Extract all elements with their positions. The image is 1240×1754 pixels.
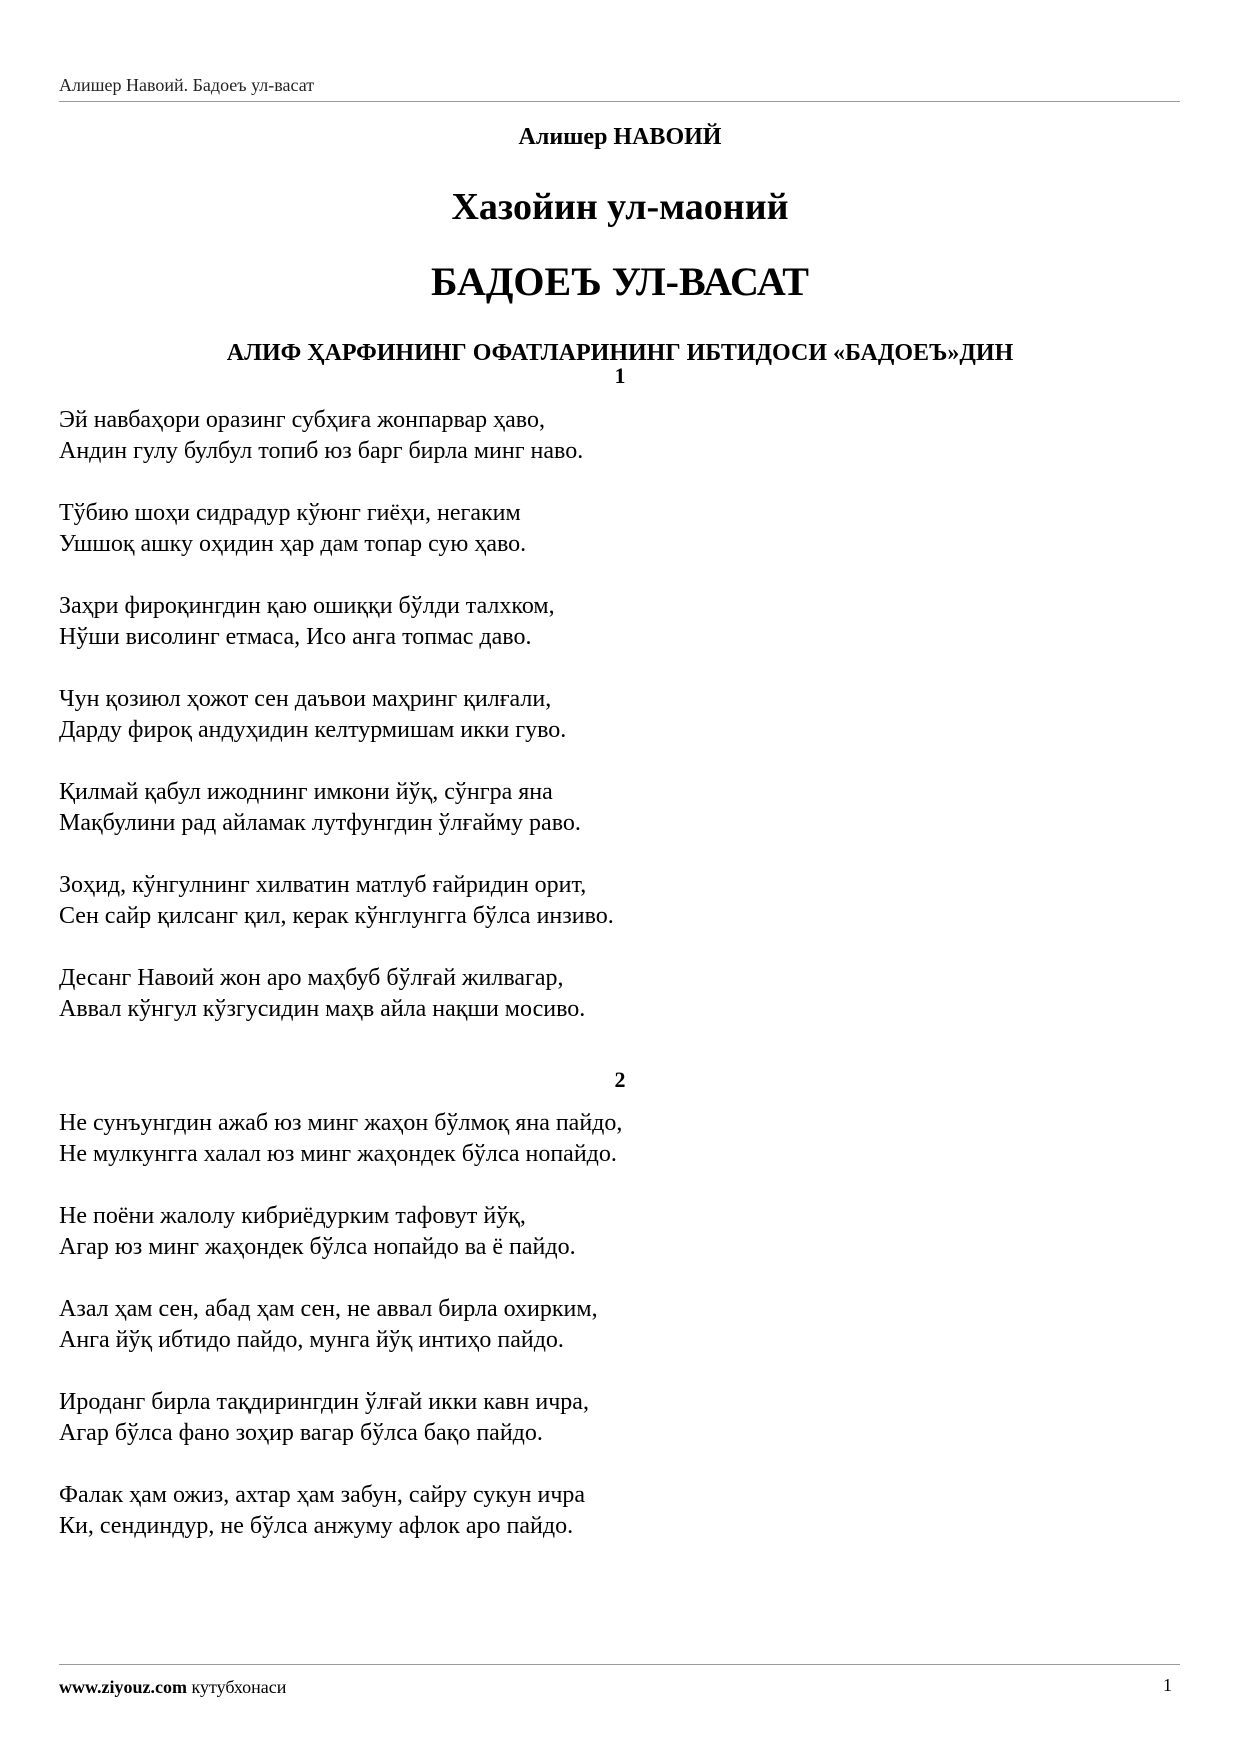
page-number: 1 [1163, 1675, 1172, 1695]
section-title: АЛИФ ҲАРФИНИНГ ОФАТЛАРИНИНГ ИБТИДОСИ «БАДОЕЪ»ДИН [226, 340, 1014, 366]
divan-title: БАДОЕЪ УЛ-ВАСАТ [431, 259, 809, 304]
verse-line: Андин гулу булбул топиб юз барг бирла минг наво. [59, 438, 584, 464]
verse-line: Қилмай қабул ижоднинг имкони йўқ, сўнгра яна [59, 779, 553, 805]
footer-divider [59, 1664, 1180, 1665]
verse-line: Агар бўлса фано зоҳир вагар бўлса бақо пайдо. [59, 1420, 543, 1446]
stanza [59, 1201, 1159, 1263]
verse-line: Сен сайр қилсанг қил, керак кўнглунгга бўлса инзиво. [59, 903, 614, 929]
stanza [59, 1108, 1159, 1170]
verse-line: Мақбулини рад айламак лутфунгдин ўлғайму раво. [59, 810, 581, 836]
stanza [59, 1294, 1159, 1356]
poem-number: 2 [614, 1067, 626, 1092]
verse-line: Агар юз минг жаҳондек бўлса нопайдо ва ё пайдо. [59, 1234, 576, 1260]
stanza [59, 1387, 1159, 1449]
verse-line: Десанг Навоий жон аро маҳбуб бўлғай жилвагар, [59, 965, 564, 991]
verse-line: Не мулкунгга халал юз минг жаҳондек бўлса нопайдо. [59, 1141, 617, 1167]
verse-line: Нўши висолинг етмаса, Исо анга топмас даво. [59, 624, 532, 650]
verse-line: Ушшоқ ашку оҳидин ҳар дам топар сую ҳаво. [59, 531, 527, 557]
verse-line: Азал ҳам сен, абад ҳам сен, не аввал бирла охирким, [59, 1296, 598, 1322]
verse-line: Заҳри фироқингдин қаю ошиққи бўлди талхком, [59, 593, 555, 619]
footer-library-label: кутубхонаси [191, 1677, 287, 1697]
footer-site-link[interactable]: www.ziyouz.com [59, 1677, 187, 1697]
verse-line: Тўбию шоҳи сидрадур кўюнг гиёҳи, негаким [59, 500, 521, 526]
verse-line: Ки, сендиндур, не бўлса анжуму афлок аро пайдо. [59, 1513, 574, 1539]
verse-line: Зоҳид, кўнгулнинг хилватин матлуб ғайридин орит, [59, 872, 587, 898]
stanza [59, 591, 1159, 653]
verse-line: Не сунъунгдин ажаб юз минг жаҳон бўлмоқ яна пайдо, [59, 1110, 623, 1136]
stanza [59, 870, 1159, 932]
verse-line: Ироданг бирла тақдирингдин ўлғай икки кавн ичра, [59, 1389, 589, 1415]
header-divider [59, 101, 1180, 102]
verse-line: Чун қозиюл ҳожот сен даъвои маҳринг қилғали, [59, 686, 552, 712]
stanza [59, 684, 1159, 746]
verse-line: Анга йўқ ибтидо пайдо, мунга йўқ интиҳо пайдо. [59, 1327, 564, 1353]
footer-credit [59, 1676, 286, 1698]
poem-number: 1 [614, 363, 626, 388]
stanza [59, 405, 1159, 467]
stanza [59, 1480, 1159, 1542]
stanza [59, 777, 1159, 839]
stanza [59, 963, 1159, 1025]
verse-line: Эй навбаҳори оразинг субҳиға жонпарвар ҳаво, [59, 407, 545, 433]
stanza [59, 498, 1159, 560]
author-name: Алишер НАВОИЙ [518, 124, 722, 150]
running-header: Алишер Навоий. Бадоеъ ул-васат [59, 75, 315, 95]
collection-title: Хазойин ул-маоний [451, 186, 789, 228]
verse-line: Не поёни жалолу кибриёдурким тафовут йўқ, [59, 1203, 526, 1229]
verse-line: Аввал кўнгул кўзгусидин маҳв айла нақши мосиво. [59, 996, 586, 1022]
verse-line: Фалак ҳам ожиз, ахтар ҳам забун, сайру сукун ичра [59, 1482, 586, 1508]
verse-line: Дарду фироқ андуҳидин келтурмишам икки гуво. [59, 717, 567, 743]
